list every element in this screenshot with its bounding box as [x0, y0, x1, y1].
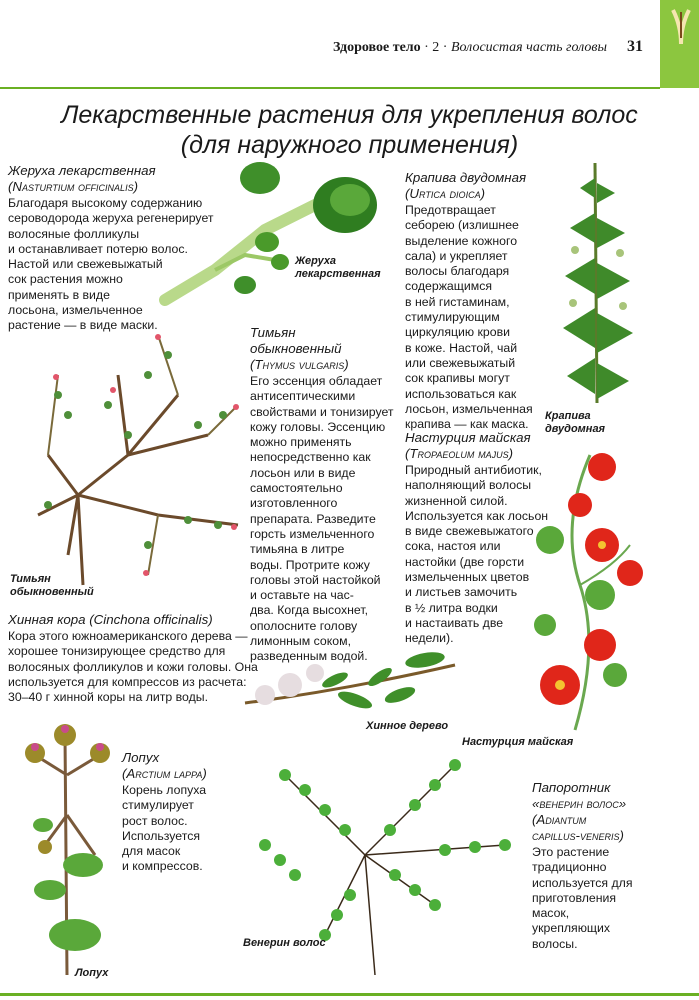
text-line: настойки (две горсти	[405, 554, 525, 569]
thyme-caption	[10, 573, 94, 599]
text-line: и листьев замочить	[405, 585, 518, 600]
text-line: препарата. Разведите	[250, 511, 376, 526]
maidenhair-latin	[532, 796, 692, 844]
page-number: 31	[627, 38, 643, 55]
text-line: и останавливает потерю волос.	[8, 241, 188, 256]
text-line: антисептическими	[250, 389, 356, 404]
text-line: сероводорода жеруха регенерирует	[8, 211, 214, 226]
text-line: традиционно	[532, 860, 607, 875]
text-line: самостоятельно	[250, 481, 343, 496]
text-line: лосьон, измельченная	[405, 401, 533, 416]
text-line: волосы благодаря	[405, 264, 510, 279]
text-line: измельченных цветов	[405, 570, 530, 585]
nettle-latin: (Urtica dioica)	[405, 186, 485, 201]
text-line: головы этой настойкой	[250, 572, 381, 587]
caption-line: лекарственная	[295, 268, 381, 280]
text-line: Его эссенция обладает	[250, 374, 383, 388]
text-line: в коже. Настой, чай	[405, 340, 518, 355]
burdock-illustration	[15, 715, 120, 980]
text-line: себорею (излишнее	[405, 218, 519, 233]
maidenhair-caption: Венерин волос	[243, 937, 326, 949]
running-header	[333, 40, 607, 56]
text-line: приготовления	[532, 890, 617, 905]
caption-line: двудомная	[545, 423, 606, 435]
text-line: недели).	[405, 631, 454, 646]
text-line: лосьон или в виде	[250, 465, 356, 480]
nettle-block	[405, 170, 555, 432]
thyme-illustration	[8, 315, 248, 595]
latin-line: (Adiantum	[532, 812, 587, 827]
text-line: можно применять	[250, 435, 352, 450]
caption-line: Крапива	[545, 410, 591, 422]
text-line: или свежевыжатый	[405, 355, 516, 370]
text-line: лимонным соком,	[250, 634, 351, 649]
text-line: применять в виде	[8, 287, 110, 302]
text-line: выделение кожного	[405, 233, 518, 248]
burdock-block	[122, 750, 232, 875]
text-line: и оставьте на час-	[250, 588, 354, 603]
text-line: в виде свежевыжатого	[405, 524, 534, 539]
text-line: два. Когда высохнет,	[250, 603, 369, 618]
text-line: Кора этого южноамериканского дерева —	[8, 629, 248, 643]
maidenhair-title: Папоротник	[532, 780, 611, 795]
text-line: сок крапивы могут	[405, 371, 510, 386]
title-line: Тимьян	[250, 325, 296, 340]
text-line: кожу головы. Эссенцию	[250, 419, 386, 434]
thyme-latin: (Thymus vulgaris)	[250, 357, 349, 372]
page-title-line-2: (для наружного применения)	[180, 131, 519, 159]
text-line: изготовленного	[250, 496, 338, 511]
text-line: используется для компрессов из расчета:	[8, 674, 247, 689]
text-line: укрепляющих	[532, 921, 611, 936]
text-line: волосы.	[532, 936, 578, 951]
nettle-illustration	[545, 158, 645, 408]
page-title-line-1: Лекарственные растения для укрепления волос	[61, 101, 638, 129]
footer-rule	[0, 993, 699, 996]
latin-line: capillus-veneris)	[532, 828, 624, 843]
text-line: волосяных фолликулов и кожи головы. Она	[8, 659, 258, 674]
watercress-title: Жеруха лекарственная	[8, 163, 156, 178]
text-line: стимулирует	[122, 798, 194, 813]
watercress-latin: (Nasturtium officinalis)	[8, 179, 138, 194]
text-line: Используется	[122, 828, 201, 843]
header-subsection: Волосистая часть головы	[450, 40, 607, 55]
cinchona-title: Хинная кора (Cinchona officinalis)	[8, 612, 213, 627]
text-line: Благодаря высокому содержанию	[8, 196, 203, 210]
text-line: воды. Протрите кожу	[250, 557, 370, 572]
text-line: жизненной силой.	[405, 493, 508, 508]
text-line: Это растение	[532, 845, 610, 859]
header-section: Здоровое тело	[332, 40, 421, 55]
watercress-illustration	[155, 160, 385, 310]
cinchona-caption: Хинное дерево	[366, 720, 449, 732]
text-line: рост волос.	[122, 813, 188, 828]
maidenhair-block	[532, 780, 692, 952]
text-line: лосьона, измельченное	[8, 303, 143, 318]
text-line: свойствами и тонизирует	[250, 404, 394, 419]
text-line: содержащимся	[405, 279, 493, 294]
text-line: масок,	[532, 906, 570, 921]
text-line: использоваться как	[405, 386, 517, 401]
text-line: Предотвращает	[405, 203, 496, 217]
text-line: разведенным водой.	[250, 649, 368, 664]
text-line: используется для	[532, 875, 633, 890]
text-line: сок растения можно	[8, 272, 123, 287]
text-line: и настаивать две	[405, 615, 504, 630]
caption-line: обыкновенный	[10, 586, 94, 598]
text-line: и компрессов.	[122, 859, 203, 874]
thyme-title	[250, 325, 400, 357]
header-separator: · 2 ·	[420, 40, 451, 55]
caption-line: Жеруха	[295, 255, 336, 267]
text-line: наполняющий волосы	[405, 478, 532, 493]
text-line: ополосните голову	[250, 618, 358, 633]
text-line: 30–40 г хинной коры на литр воды.	[8, 690, 209, 705]
nasturtium-caption: Настурция майская	[462, 736, 574, 748]
cinchona-block	[8, 612, 273, 705]
text-line: в ней гистаминам,	[405, 294, 510, 309]
hair-follicle-icon	[670, 8, 692, 46]
watercress-caption	[295, 255, 381, 281]
text-line: горсть измельченного	[250, 526, 375, 541]
text-line: в ½ литра водки	[405, 600, 498, 615]
text-line: Используется как лосьон	[405, 508, 549, 523]
burdock-latin: (Arctium lappa)	[122, 766, 207, 781]
page-header	[0, 0, 699, 92]
header-rule	[0, 87, 660, 89]
text-line: Корень лопуха	[122, 783, 207, 797]
burdock-title: Лопух	[122, 750, 160, 765]
caption-line: Тимьян	[10, 573, 51, 585]
text-line: Настой или свежевыжатый	[8, 257, 163, 272]
text-line: циркуляцию крови	[405, 325, 510, 340]
text-line: растение — в виде маски.	[8, 318, 158, 333]
burdock-caption: Лопух	[75, 967, 109, 979]
text-line: волосяные фолликулы	[8, 226, 140, 241]
nettle-title: Крапива двудомная	[405, 170, 527, 185]
text-line: для масок	[122, 844, 181, 859]
nasturtium-illustration	[520, 445, 655, 735]
text-line: сала) и укрепляет	[405, 248, 508, 263]
text-line: стимулирующим	[405, 310, 500, 325]
text-line: тимьяна в литре	[250, 542, 345, 557]
text-line: непосредственно как	[250, 450, 371, 465]
text-line: крапива — как маска.	[405, 417, 529, 432]
cinchona-illustration	[235, 645, 460, 720]
text-line: сока, настоя или	[405, 539, 501, 554]
text-line: хорошее тонизирующее средство для	[8, 644, 226, 659]
latin-line: «венерин волос»	[532, 796, 627, 811]
nasturtium-latin: (Tropaeolum majus)	[405, 446, 514, 461]
nasturtium-title: Настурция майская	[405, 430, 531, 445]
title-line: обыкновенный	[250, 341, 342, 356]
text-line: Природный антибиотик,	[405, 463, 542, 477]
